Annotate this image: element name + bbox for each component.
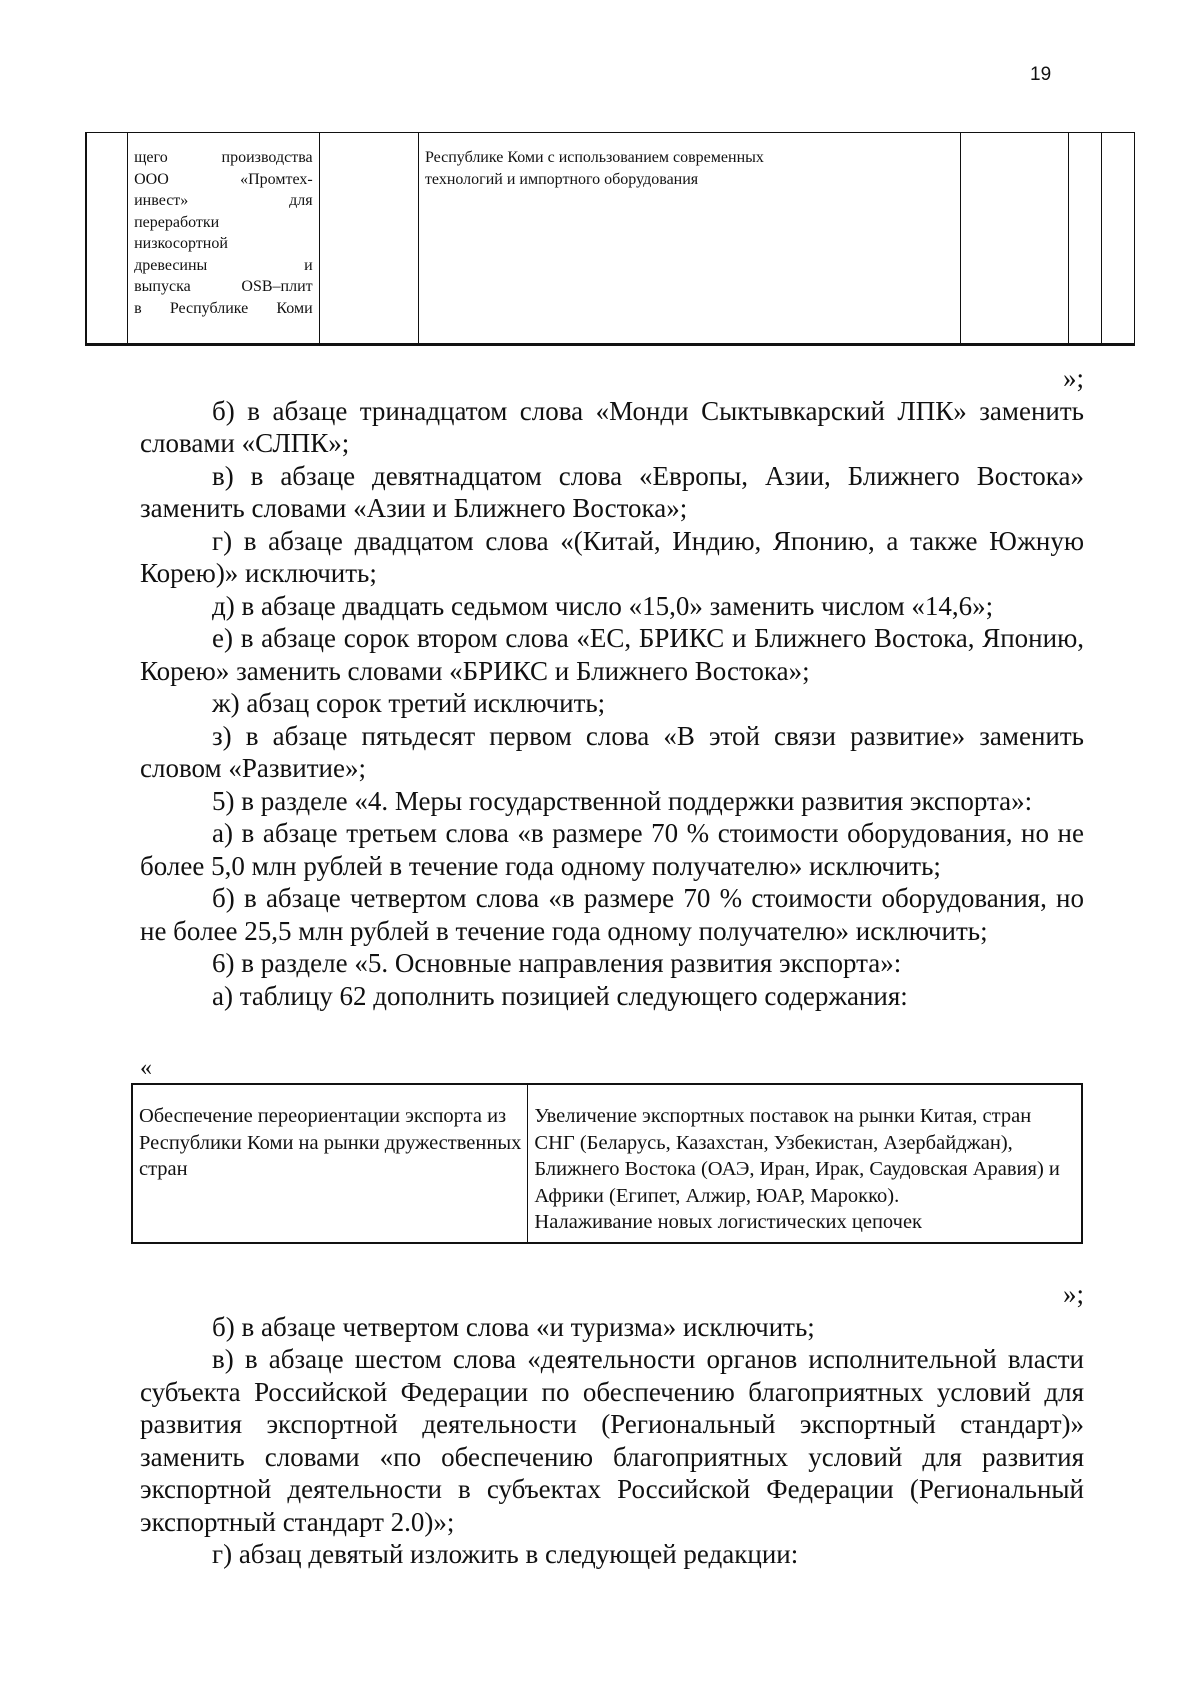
project-line: щего производства [134, 149, 313, 166]
amendment-paragraph: 6) в разделе «5. Основные направления развития экспорта»: [212, 948, 902, 978]
amendment-paragraph: ж) абзац сорок третий исключить; [212, 688, 606, 718]
description-line: технологий и импортного оборудования [424, 170, 699, 188]
project-line: низкосортной [134, 235, 228, 252]
project-line: инвест» для [134, 192, 313, 209]
amendment-paragraph: а) в абзаце третьем слова «в размере 70 % стоимости оборудования, но не более 5,0 млн рублей в течение года одному получателю» исключить; [140, 818, 1084, 881]
insert-table [131, 1083, 1083, 1244]
amendment-paragraph: в) в абзаце шестом слова «деятельности органов исполнительной власти субъекта Российской Федерации по обеспечению благоприятных условий для развития экспортной деятельности (Региональный экспортный стандарт)» заменить словами «по обеспечению благоприятных условий для развития экспортной деятельности в субъектах Российской Федерации (Региональный экспортный стандарт 2.0)»; [140, 1344, 1084, 1537]
measures-line: Налаживание новых логистических цепочек [534, 1211, 923, 1233]
amendment-paragraph: а) таблицу 62 дополнить позицией следующего содержания: [212, 980, 908, 1011]
table-cell-empty [1101, 133, 1134, 345]
amendment-paragraph: в) в абзаце девятнадцатом слова «Европы, Азии, Ближнего Востока» заменить словами «Азии и Ближнего Востока»; [140, 460, 1084, 523]
table-cell-description [418, 133, 961, 345]
measures-line: Увеличение экспортных поставок на рынки Китая, стран СНГ (Беларусь, Казахстан, Узбекистан, Азербайджан), Ближнего Востока (ОАЭ, Иран, Ирак, Саудовская Аравия) и Африки (Египет, Алжир, ЮАР, Марокко). [534, 1105, 1060, 1207]
page-number: 19 [1030, 64, 1052, 85]
amendment-paragraph: г) абзац девятый изложить в следующей редакции: [212, 1539, 799, 1569]
table-cell-measures [528, 1084, 1082, 1243]
amendment-paragraph: б) в абзаце тринадцатом слова «Монди Сыктывкарский ЛПК» заменить словами «СЛПК»; [140, 395, 1084, 458]
table-cell-empty [319, 133, 418, 345]
amendment-paragraph: д) в абзаце двадцать седьмом число «15,0» заменить числом «14,6»; [212, 590, 994, 621]
amendment-paragraph: 5) в разделе «4. Меры государственной поддержки развития экспорта»: [212, 785, 1033, 816]
table-row [86, 133, 1135, 345]
amendment-paragraph: з) в абзаце пятьдесят первом слова «В этой связи развитие» заменить словом «Развитие»; [140, 720, 1084, 783]
table-cell-direction: Обеспечение переориентации экспорта из Республики Коми на рынки дружественных стран [132, 1084, 528, 1243]
table-cell-empty [1068, 133, 1101, 345]
project-line: древесины и [134, 256, 313, 274]
amendments-block-1 [140, 362, 1084, 1012]
continued-table [85, 132, 1135, 346]
project-line: переработки [134, 213, 220, 231]
closing-quote: »; [1062, 1279, 1084, 1309]
amendments-block-2 [140, 1278, 1084, 1571]
closing-quote: »; [1062, 363, 1084, 393]
project-line: в Республике Коми [134, 299, 313, 317]
amendment-paragraph: б) в абзаце четвертом слова «и туризма» исключить; [212, 1311, 815, 1342]
amendment-paragraph: г) в абзаце двадцатом слова «(Китай, Индию, Японию, а также Южную Корею)» исключить; [140, 525, 1084, 588]
opening-quote: « [140, 1055, 152, 1081]
project-line: выпуска OSB–плит [134, 278, 313, 295]
table-row [132, 1084, 1082, 1243]
amendment-paragraph: е) в абзаце сорок втором слова «ЕС, БРИКС и Ближнего Востока, Японию, Корею» заменить словами «БРИКС и Ближнего Востока»; [140, 623, 1084, 686]
table-cell-number [86, 133, 128, 345]
amendment-paragraph: б) в абзаце четвертом слова «в размере 70 % стоимости оборудования, но не более 25,5 млн рублей в течение года одному получателю» исключить; [140, 883, 1084, 946]
description-line: Республике Коми с использованием современных [424, 149, 764, 166]
project-line: ООО «Промтех- [134, 170, 313, 188]
table-cell-empty [961, 133, 1068, 345]
table-cell-project [128, 133, 320, 345]
